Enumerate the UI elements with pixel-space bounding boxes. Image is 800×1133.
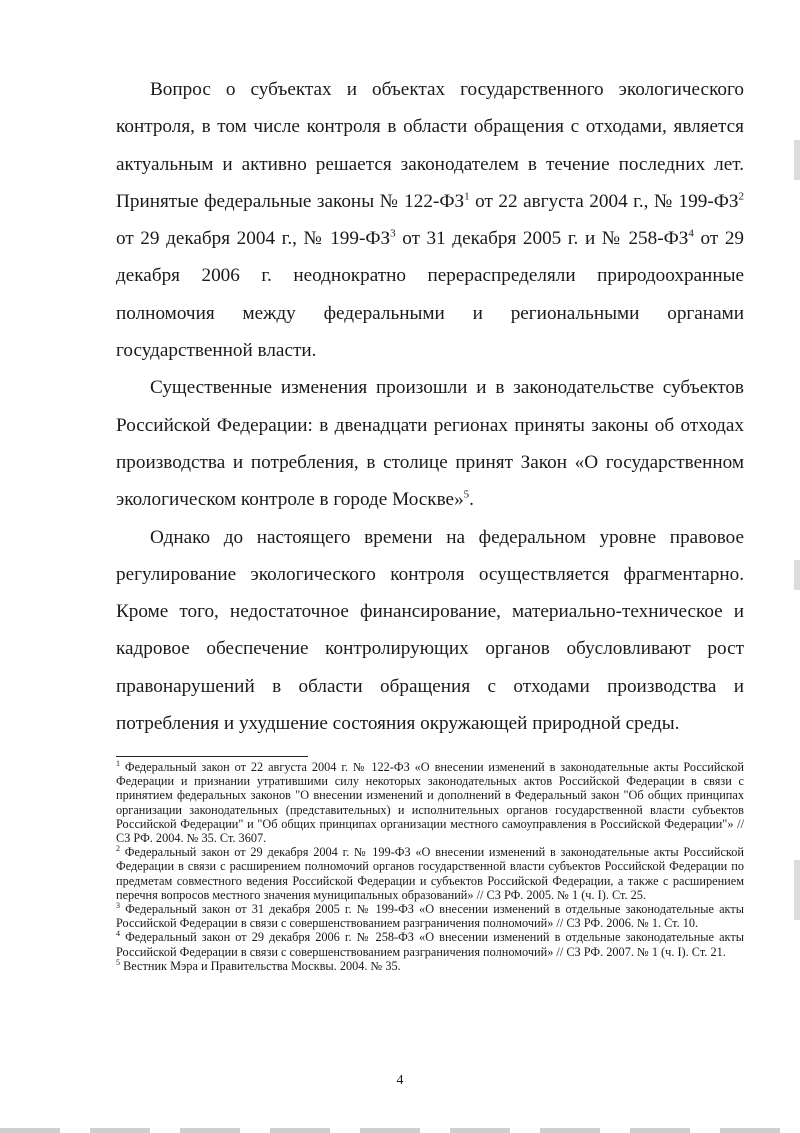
footnote-text: Федеральный закон от 31 декабря 2005 г. № 199-ФЗ «О внесении изменений в отдельные законодательные акты Российской Федерации в связи с совершенствованием разграничения полномочий» // СЗ РФ. 2006. № 1. Ст. 10. bbox=[116, 902, 744, 931]
text-run: от 31 декабря 2005 г. и № 258-ФЗ bbox=[395, 228, 689, 250]
footnote-separator bbox=[116, 756, 308, 757]
footnote-ref-5[interactable]: 5 bbox=[463, 488, 470, 501]
footnote-3 bbox=[116, 902, 744, 930]
text-run: Вопрос о субъектах и объектах государственного экологического контроля, в том числе контроля в области обращения с отходами, является актуальным и активно решается законодателем в течение последних лет. Принятые федеральные законы № 122-ФЗ bbox=[116, 79, 744, 212]
footnote-ref-1[interactable]: 1 bbox=[464, 190, 470, 203]
footnote-number: 5 bbox=[116, 957, 120, 967]
footnote-4 bbox=[116, 930, 744, 958]
footnote-text: Федеральный закон от 22 августа 2004 г. № 122-ФЗ «О внесении изменений в законодательные акты Российской Федерации и признании утратившими силу некоторых законодательных актов Российской Федерации в связи с принятием федеральных законов "О внесении изменений и дополнений в Федеральный закон "Об общих принципах организации законодательных (представительных) и исполнительных органов государственной власти субъектов Российской Федерации" и "Об общих принципах организации местного самоуправления в Российской Федерации"» // СЗ РФ. 2004. № 35. Ст. 3607. bbox=[116, 760, 744, 846]
footnote-number: 2 bbox=[116, 844, 120, 854]
text-run: от 22 августа 2004 г., № 199-ФЗ bbox=[469, 190, 739, 212]
footnotes bbox=[116, 760, 744, 973]
footnote-ref-3[interactable]: 3 bbox=[390, 227, 396, 240]
footnote-text: Вестник Мэра и Правительства Москвы. 2004. № 35. bbox=[120, 958, 401, 973]
paragraph-2 bbox=[116, 369, 744, 518]
footnote-number: 3 bbox=[116, 900, 120, 910]
scan-bottom-edge bbox=[0, 1128, 800, 1133]
footnote-ref-2[interactable]: 2 bbox=[738, 190, 744, 203]
paragraph-3 bbox=[116, 519, 744, 743]
footnote-1 bbox=[116, 760, 744, 845]
text-run: от 29 декабря 2006 г. неоднократно перераспределяли природоохранные полномочия между федеральными и региональными органами государственной власти. bbox=[116, 228, 745, 362]
text-run: от 29 декабря 2004 г., № 199-ФЗ bbox=[116, 228, 391, 250]
text-run: Существенные изменения произошли и в законодательстве субъектов Российской Федерации: в двенадцати регионах приняты законы об отходах производства и потребления, в столице принят Закон «О государственном экологическом контроле в городе Москве» bbox=[116, 377, 744, 511]
main-text bbox=[116, 71, 744, 742]
page-number: 4 bbox=[396, 1073, 404, 1088]
footnote-number: 4 bbox=[116, 929, 120, 939]
text-run: . bbox=[469, 489, 474, 511]
scan-edge-mark bbox=[794, 560, 800, 590]
text-run: Однако до настоящего времени на федеральном уровне правовое регулирование экологического контроля осуществляется фрагментарно. Кроме того, недостаточное финансирование, материально-техническое и кадровое обеспечение контролирующих органов обусловливают рост правонарушений в области обращения с отходами производства и потребления и ухудшение состояния окружающей природной среды. bbox=[116, 526, 744, 735]
footnote-ref-4[interactable]: 4 bbox=[688, 227, 694, 240]
footnote-5 bbox=[116, 959, 744, 973]
footnote-2 bbox=[116, 845, 744, 902]
footnote-text: Федеральный закон от 29 декабря 2004 г. № 199-ФЗ «О внесении изменений в законодательные акты Российской Федерации в связи с расширением полномочий органов государственной власти субъектов Российской Федерации по предметам совместного ведения Российской Федерации и субъектов Российской Федерации, а также с расширением перечня вопросов местного значения муниципальных образований» // СЗ РФ. 2005. № 1 (ч. I). Ст. 25. bbox=[116, 845, 744, 902]
scan-edge-mark bbox=[794, 860, 800, 920]
paragraph-1 bbox=[116, 71, 744, 369]
footnote-number: 1 bbox=[116, 758, 120, 768]
scan-edge-mark bbox=[794, 140, 800, 180]
footnote-text: Федеральный закон от 29 декабря 2006 г. № 258-ФЗ «О внесении изменений в отдельные законодательные акты Российской Федерации в связи с совершенствованием разграничения полномочий» // СЗ РФ. 2007. № 1 (ч. I). Ст. 21. bbox=[116, 930, 744, 959]
